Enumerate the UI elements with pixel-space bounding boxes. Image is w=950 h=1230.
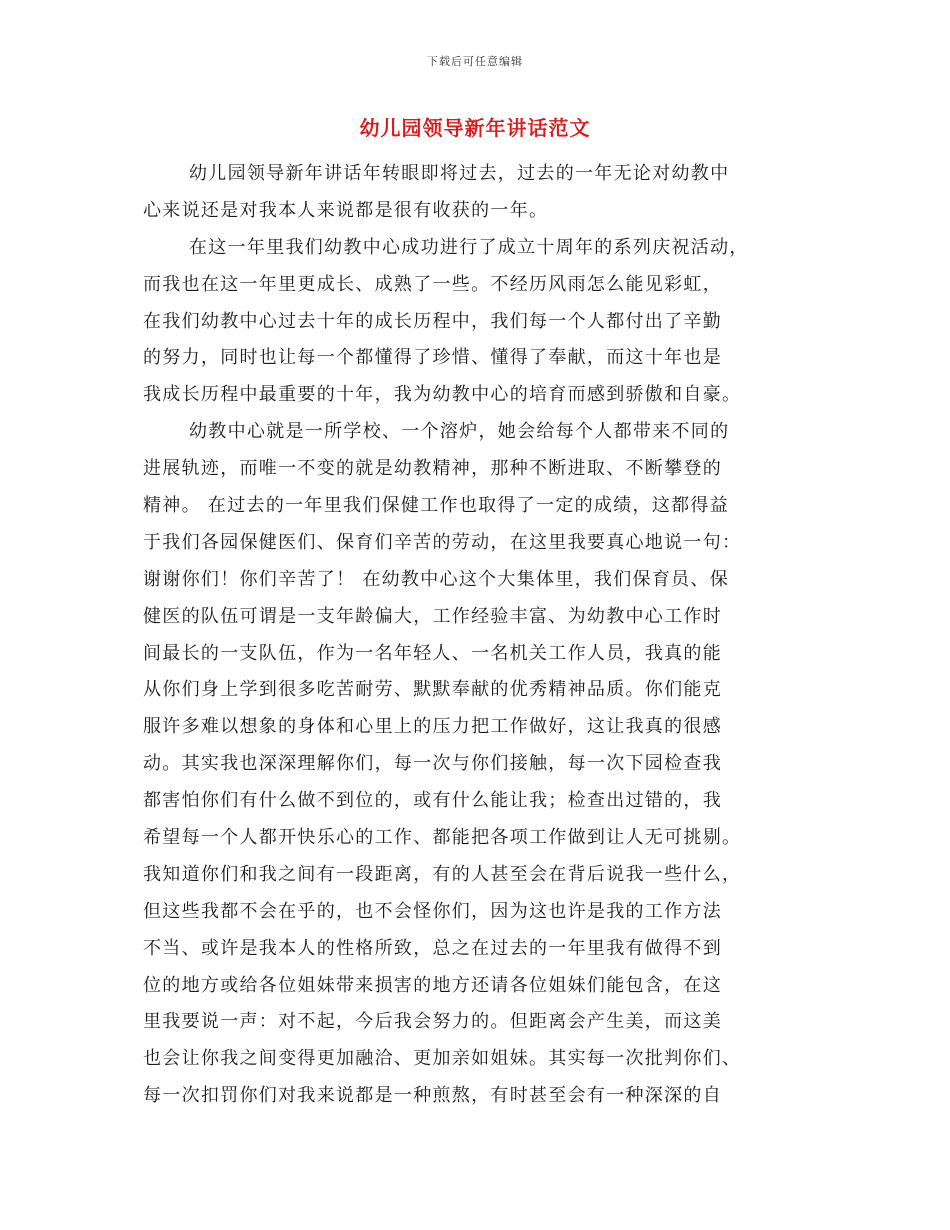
document-title: 幼儿园领导新年讲话范文 [359,116,591,140]
page-header-note: 下载后可任意编辑 [427,55,523,68]
body-line: 健医的队伍可谓是一支年龄偏大，工作经验丰富、为幼教中心工作时 [143,605,722,627]
body-line: 我成长历程中最重要的十年，我为幼教中心的培育而感到骄傲和自豪。 [143,384,742,406]
body-line: 希望每一个人都开快乐心的工作、都能把各项工作做到让人无可挑剔。 [143,827,742,849]
body-line: 里我要说一声：对不起，今后我会努力的。但距离会产生美，而这美 [143,1011,722,1033]
body-line: 精神。 在过去的一年里我们保健工作也取得了一定的成绩，这都得益 [143,495,730,517]
body-line: 在我们幼教中心过去十年的成长历程中，我们每一个人都付出了辛勤 [143,310,722,332]
body-line: 也会让你我之间变得更加融洽、更加亲如姐妹。其实每一次批判你们、 [143,1048,742,1070]
body-line: 但这些我都不会在乎的，也不会怪你们，因为这也许是我的工作方法 [143,900,722,922]
body-line: 在这一年里我们幼教中心成功进行了成立十周年的系列庆祝活动， [189,236,749,258]
body-line: 心来说还是对我本人来说都是很有收获的一年。 [143,199,549,221]
body-line: 的努力，同时也让每一个都懂得了珍惜、懂得了奉献，而这十年也是 [143,347,722,369]
body-line: 而我也在这一年里更成长、成熟了一些。不经历风雨怎么能见彩虹， [143,273,722,295]
body-line: 于我们各园保健医们、保育们辛苦的劳动，在这里我要真心地说一句： [143,531,742,553]
body-line: 进展轨迹，而唯一不变的就是幼教精神，那种不断进取、不断攀登的 [143,458,722,480]
body-line: 谢谢你们！你们辛苦了！ 在幼教中心这个大集体里，我们保育员、保 [143,568,730,590]
body-line: 都害怕你们有什么做不到位的，或有什么能让我；检查出过错的，我 [143,790,722,812]
body-line: 幼教中心就是一所学校、一个溶炉，她会给每个人都带来不同的 [189,421,730,443]
body-line: 幼儿园领导新年讲话年转眼即将过去，过去的一年无论对幼教中 [189,163,730,184]
body-line: 不当、或许是我本人的性格所致，总之在过去的一年里我有做得不到 [143,937,722,959]
body-line: 每一次扣罚你们对我来说都是一种煎熬，有时甚至会有一种深深的自 [143,1085,722,1107]
body-line: 动。其实我也深深理解你们，每一次与你们接触，每一次下园检查我 [143,753,722,775]
document-body [143,156,809,1115]
body-line: 位的地方或给各位姐妹带来损害的地方还请各位姐妹们能包含，在这 [143,974,722,996]
body-line: 我知道你们和我之间有一段距离，有的人甚至会在背后说我一些什么， [143,863,742,885]
body-line: 服许多难以想象的身体和心里上的压力把工作做好，这让我真的很感 [143,716,722,738]
body-line: 从你们身上学到很多吃苦耐劳、默默奉献的优秀精神品质。你们能克 [143,679,722,701]
body-line: 间最长的一支队伍，作为一名年轻人、一名机关工作人员，我真的能 [143,642,722,664]
